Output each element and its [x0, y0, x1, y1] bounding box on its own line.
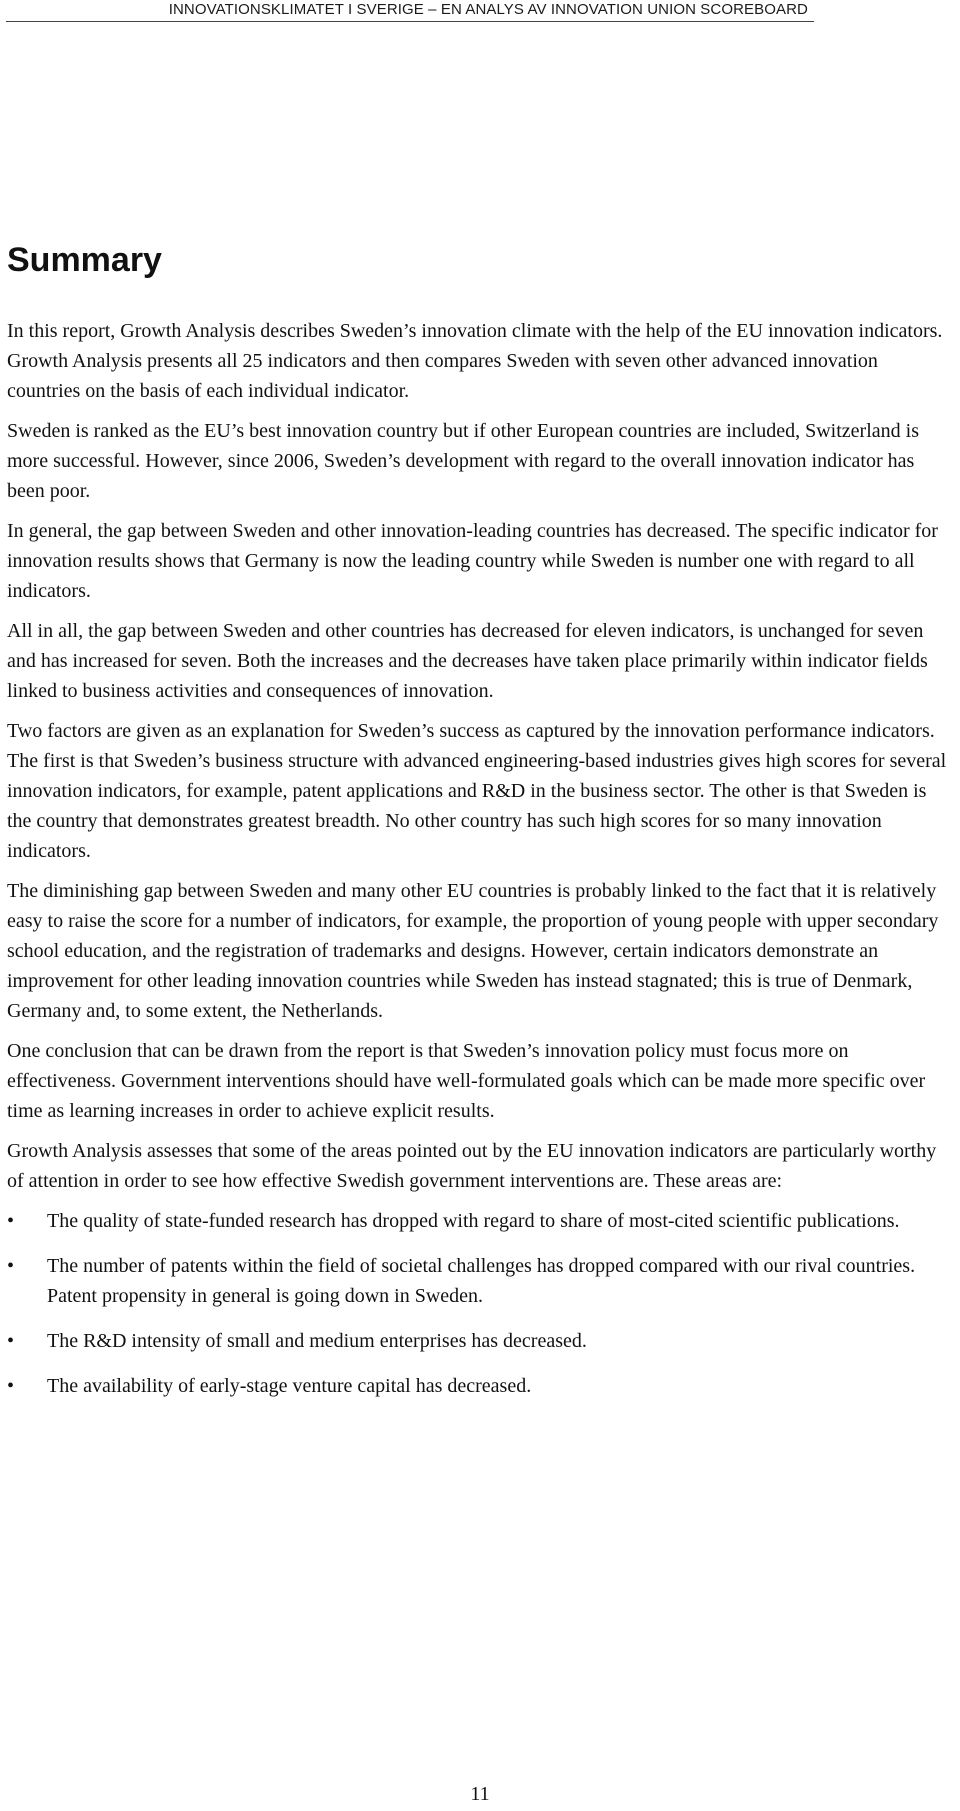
- paragraph: One conclusion that can be drawn from the report is that Sweden’s innovation policy must focus more on effectiveness. Government interventions should have well-formulated goals which can be made more specific over time as learning increases in order to achieve explicit results.: [7, 1040, 926, 1122]
- list-item: [7, 1251, 955, 1311]
- list-item: [7, 1371, 955, 1401]
- paragraph: The diminishing gap between Sweden and many other EU countries is probably linked to the fact that it is relatively easy to raise the score for a number of indicators, for example, the proportion of young people with upper secondary school education, and the registration of trademarks and designs. However, certain indicators demonstrate an improvement for other leading innovation countries while Sweden has instead stagnated; this is true of Denmark, Germany and, to some extent, the Netherlands.: [7, 880, 939, 1022]
- list-item-text: The R&D intensity of small and medium enterprises has decreased.: [47, 1330, 587, 1352]
- paragraph: In this report, Growth Analysis describes Sweden’s innovation climate with the help of the EU innovation indicators. Growth Analysis presents all 25 indicators and then compares Sweden with seven other advanced innovation countries on the basis of each individual indicator.: [7, 320, 943, 402]
- list-item-text: The availability of early-stage venture capital has decreased.: [47, 1375, 532, 1397]
- bullet-icon: •: [7, 1210, 15, 1232]
- body-text: [7, 316, 955, 1416]
- paragraph: All in all, the gap between Sweden and other countries has decreased for eleven indicators, is unchanged for seven and has increased for seven. Both the increases and the decreases have taken place primarily within indicator fields linked to business activities and consequences of innovation.: [7, 620, 928, 702]
- header-rule: [6, 21, 814, 22]
- paragraph: Growth Analysis assesses that some of the areas pointed out by the EU innovation indicators are particularly worthy of attention in order to see how effective Swedish government interventions are. These areas are:: [7, 1140, 937, 1192]
- list-item: [7, 1206, 955, 1236]
- bullet-list: [7, 1206, 955, 1401]
- running-header: INNOVATIONSKLIMATET I SVERIGE – EN ANALYS AV INNOVATION UNION SCOREBOARD: [168, 1, 808, 18]
- paragraph: Two factors are given as an explanation for Sweden’s success as captured by the innovation performance indicators. The first is that Sweden’s business structure with advanced engineering-based industries gives high scores for several innovation indicators, for example, patent applications and R&D in the business sector. The other is that Sweden is the country that demonstrates greatest breadth. No other country has such high scores for so many innovation indicators.: [7, 720, 947, 862]
- paragraph: Sweden is ranked as the EU’s best innovation country but if other European countries are included, Switzerland is more successful. However, since 2006, Sweden’s development with regard to the overall innovation indicator has been poor.: [7, 420, 919, 502]
- bullet-icon: •: [7, 1375, 15, 1397]
- paragraph: In general, the gap between Sweden and other innovation-leading countries has decreased. The specific indicator for innovation results shows that Germany is now the leading country while Sweden is number one with regard to all indicators.: [7, 520, 938, 602]
- list-item-text: The quality of state-funded research has dropped with regard to share of most-cited scientific publications.: [47, 1210, 900, 1232]
- bullet-icon: •: [7, 1255, 15, 1277]
- list-item-text: The number of patents within the field of societal challenges has dropped compared with our rival countries. Patent propensity in general is going down in Sweden.: [47, 1255, 916, 1307]
- list-item: [7, 1326, 955, 1356]
- page-title: Summary: [7, 241, 162, 279]
- bullet-icon: •: [7, 1330, 15, 1352]
- page-number: 11: [470, 1783, 490, 1805]
